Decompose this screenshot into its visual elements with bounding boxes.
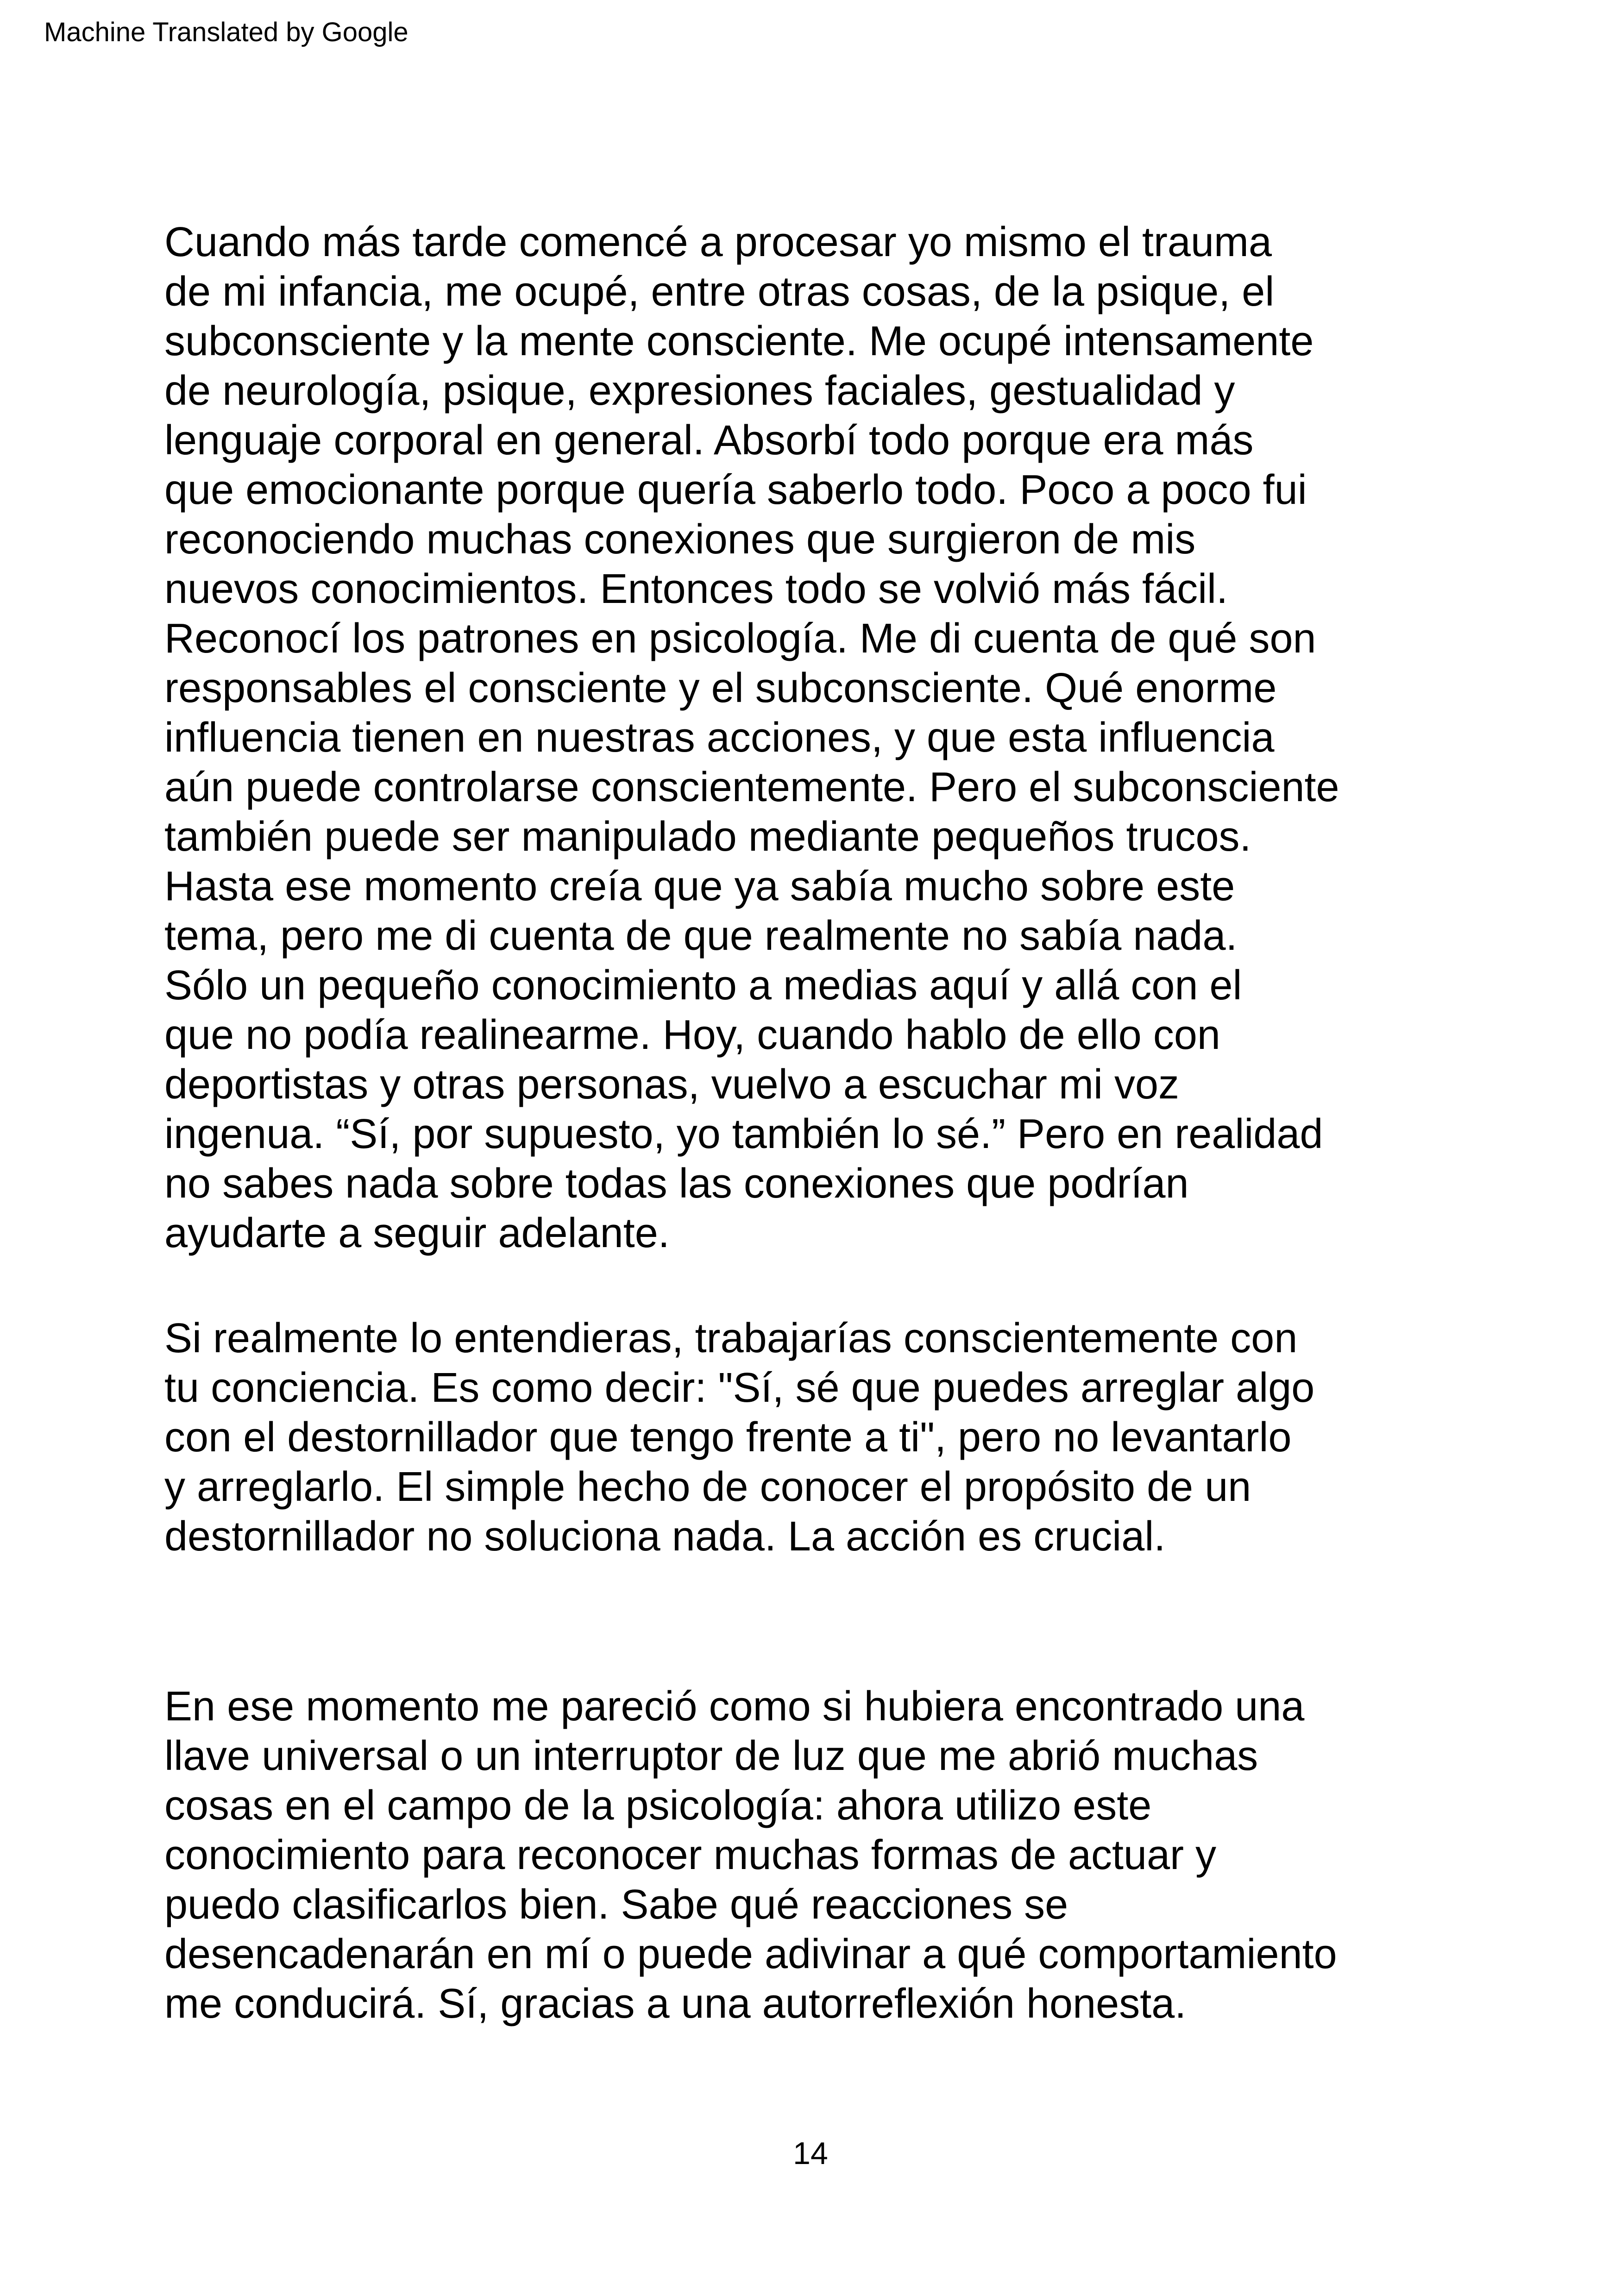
paragraph — [164, 218, 1508, 1258]
text-line: Reconocí los patrones en psicología. Me di cuenta de qué son — [164, 615, 1316, 662]
text-line: reconociendo muchas conexiones que surgieron de mis — [164, 516, 1196, 563]
text-line: lenguaje corporal en general. Absorbí todo porque era más — [164, 417, 1254, 464]
text-line: tu conciencia. Es como decir: "Sí, sé que puedes arreglar algo — [164, 1365, 1315, 1411]
text-line: responsables el consciente y el subconsciente. Qué enorme — [164, 665, 1277, 711]
text-line: que emocionante porque quería saberlo todo. Poco a poco fui — [164, 467, 1307, 513]
machine-translation-note: Machine Translated by Google — [44, 17, 408, 47]
text-line: no sabes nada sobre todas las conexiones que podrían — [164, 1161, 1189, 1207]
text-line: deportistas y otras personas, vuelvo a escuchar mi voz — [164, 1061, 1180, 1108]
text-line: En ese momento me pareció como si hubiera encontrado una — [164, 1683, 1305, 1730]
text-line: con el destornillador que tengo frente a ti", pero no levantarlo — [164, 1414, 1292, 1461]
text-line: Si realmente lo entendieras, trabajarías conscientemente con — [164, 1315, 1298, 1361]
text-line: nuevos conocimientos. Entonces todo se volvió más fácil. — [164, 566, 1228, 612]
text-line: de mi infancia, me ocupé, entre otras cosas, de la psique, el — [164, 269, 1275, 315]
text-line: tema, pero me di cuenta de que realmente no sabía nada. — [164, 913, 1238, 959]
text-line: de neurología, psique, expresiones faciales, gestualidad y — [164, 368, 1235, 414]
text-line: Hasta ese momento creía que ya sabía mucho sobre este — [164, 863, 1235, 910]
text-line: y arreglarlo. El simple hecho de conocer el propósito de un — [164, 1464, 1251, 1510]
text-line: desencadenarán en mí o puede adivinar a qué comportamiento — [164, 1931, 1337, 1977]
text-line: influencia tienen en nuestras acciones, y que esta influencia — [164, 715, 1275, 761]
text-line: Sólo un pequeño conocimiento a medias aquí y allá con el — [164, 962, 1242, 1009]
text-line: ingenua. “Sí, por supuesto, yo también lo sé.” Pero en realidad — [164, 1111, 1323, 1157]
text-line: también puede ser manipulado mediante pequeños trucos. — [164, 814, 1251, 860]
text-line: me conducirá. Sí, gracias a una autorreflexión honesta. — [164, 1981, 1187, 2027]
text-line: aún puede controlarse conscientemente. Pero el subconsciente — [164, 764, 1339, 810]
text-line: ayudarte a seguir adelante. — [164, 1210, 670, 1256]
page-body — [164, 218, 1508, 2029]
text-line: puedo clasificarlos bien. Sabe qué reacciones se — [164, 1882, 1068, 1928]
text-line: llave universal o un interruptor de luz que me abrió muchas — [164, 1733, 1258, 1779]
page-number: 14 — [793, 2136, 828, 2171]
text-line: conocimiento para reconocer muchas formas de actuar y — [164, 1832, 1217, 1878]
paragraph — [164, 1314, 1508, 1562]
text-line: que no podía realinearme. Hoy, cuando hablo de ello con — [164, 1012, 1220, 1058]
paragraph — [164, 1682, 1508, 2029]
text-line: subconsciente y la mente consciente. Me ocupé intensamente — [164, 318, 1314, 364]
text-line: Cuando más tarde comencé a procesar yo mismo el trauma — [164, 219, 1272, 265]
text-line: destornillador no soluciona nada. La acción es crucial. — [164, 1513, 1166, 1560]
text-line: cosas en el campo de la psicología: ahora utilizo este — [164, 1782, 1152, 1829]
